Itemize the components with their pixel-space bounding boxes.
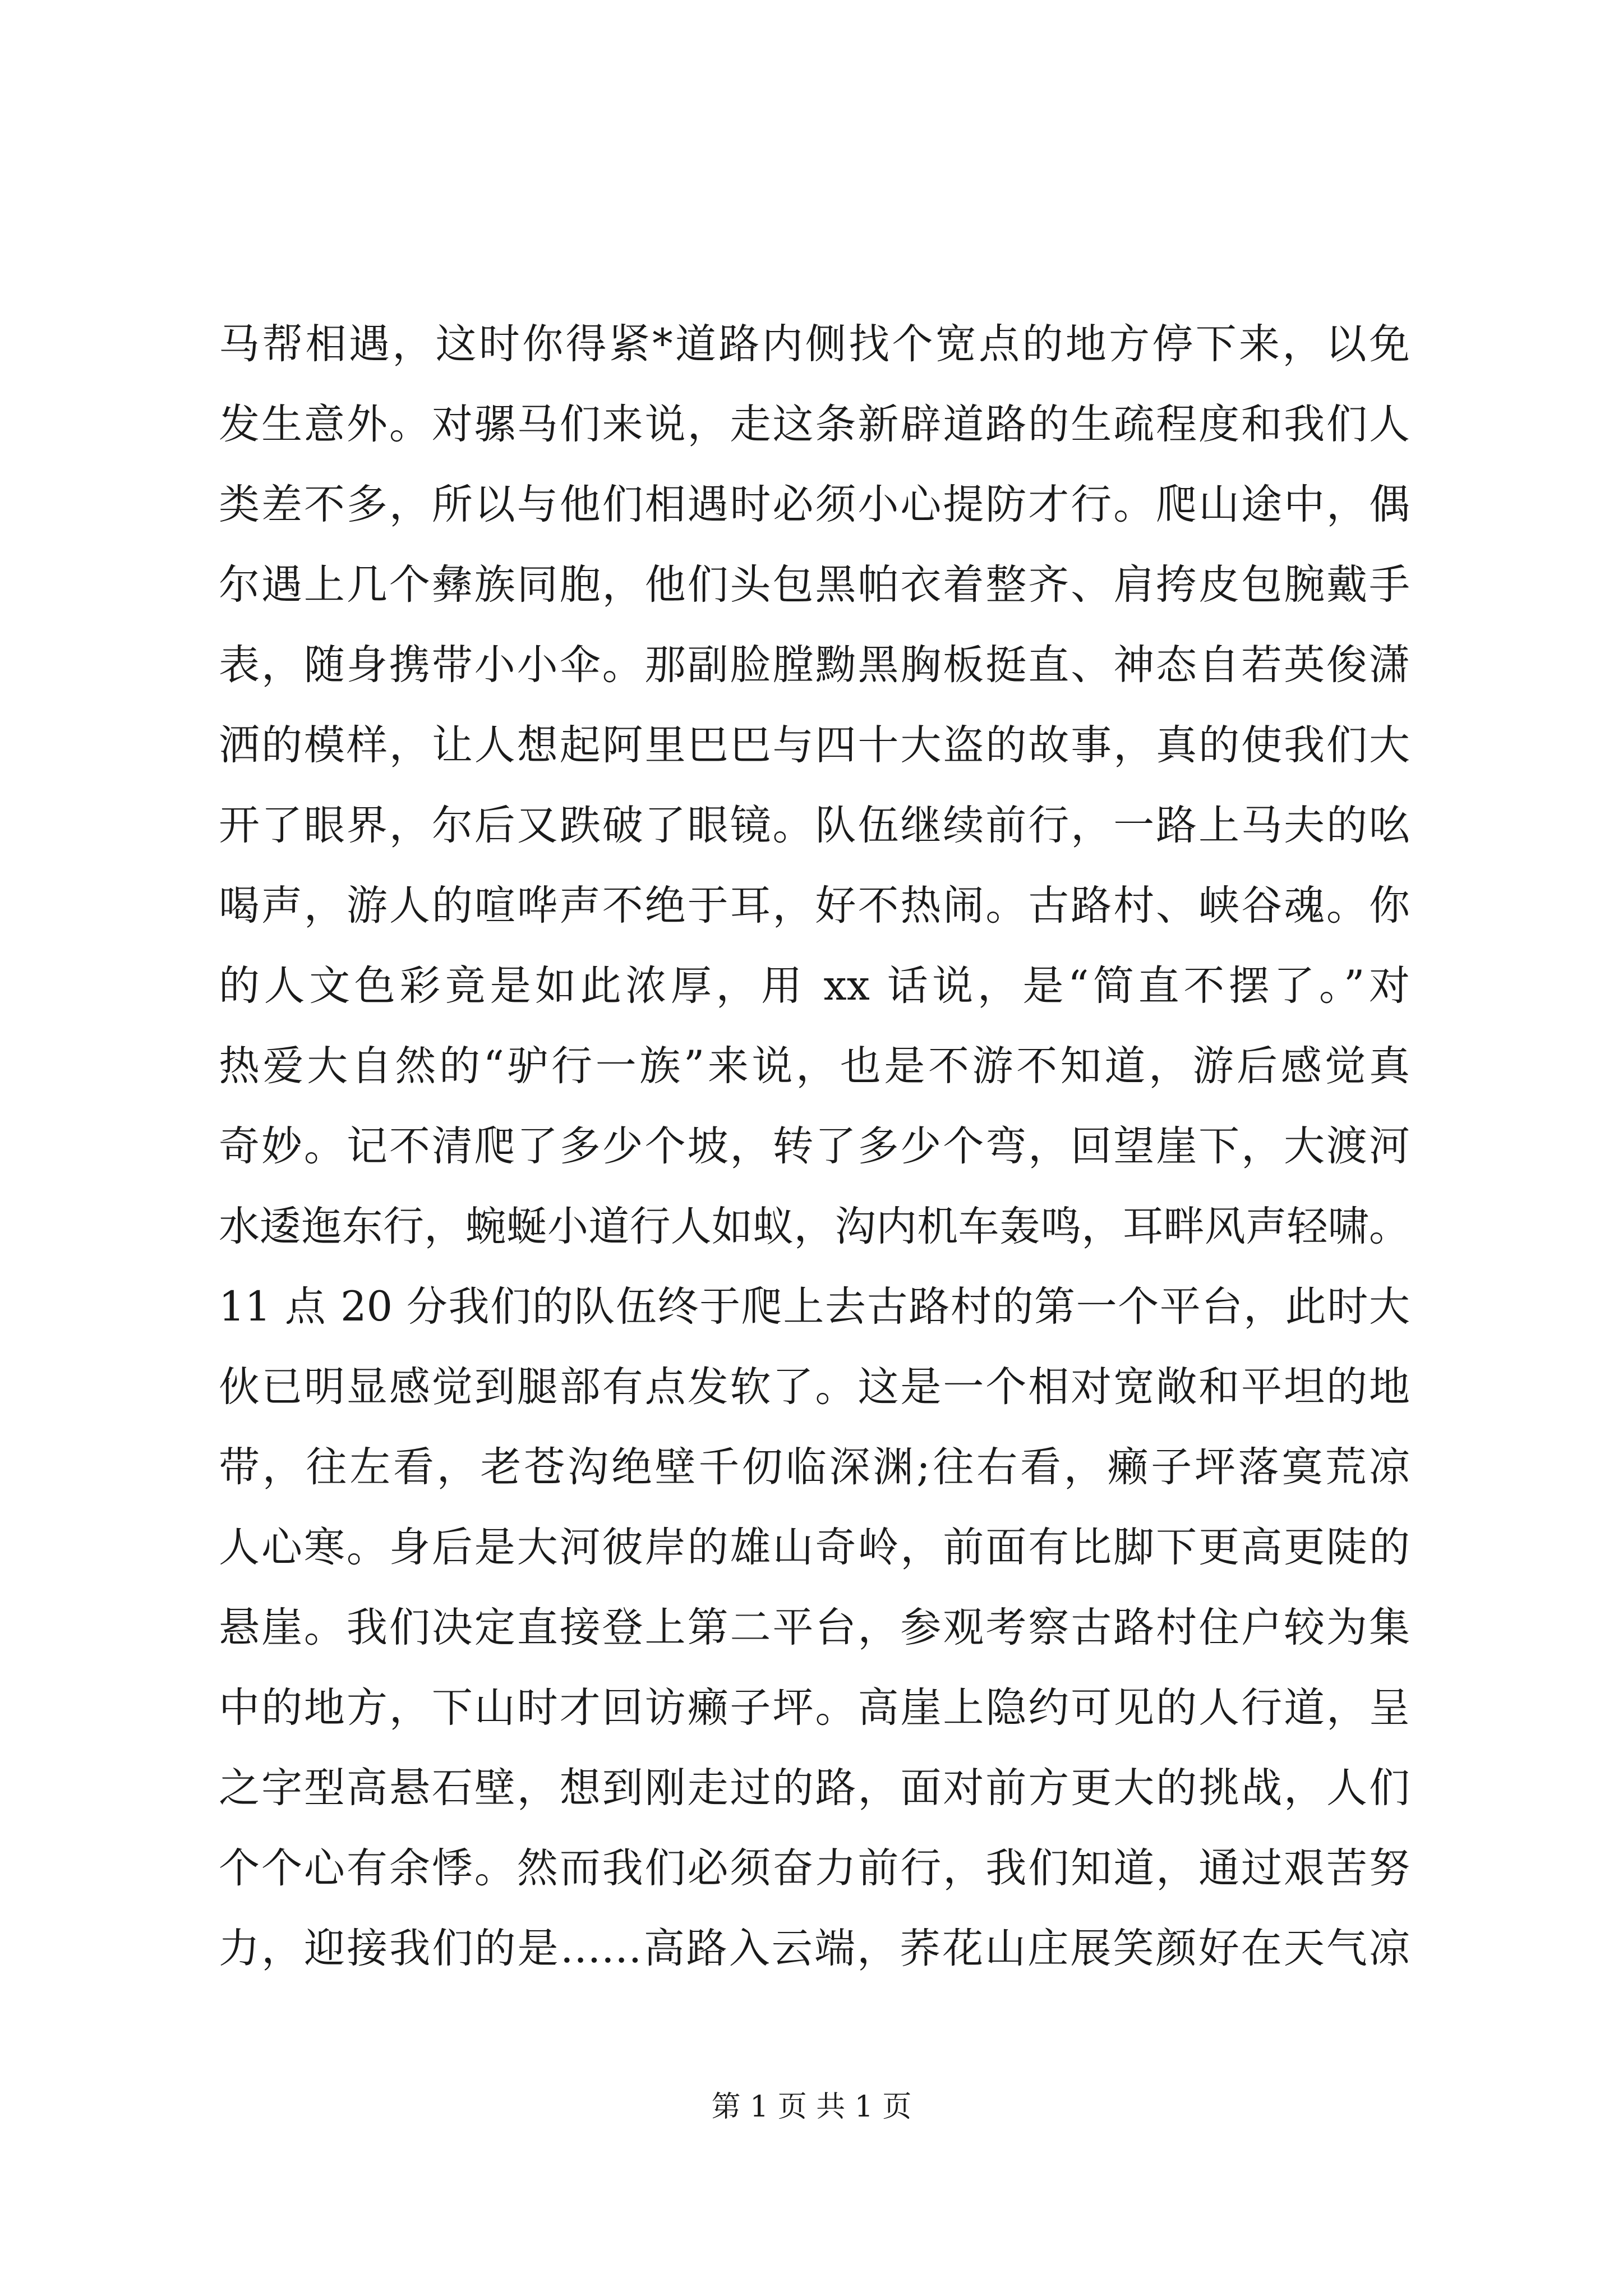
text-line: 表，随身携带小小伞。那副脸膛黝黑胸板挺直、神态自若英俊潇	[219, 641, 1410, 689]
text-line: 带，往左看，老苍沟绝壁千仞临深渊;往右看，癞子坪落寞荒凉	[219, 1443, 1410, 1491]
text-line: 个个心有余悸。然而我们必须奋力前行，我们知道，通过艰苦努	[219, 1844, 1410, 1892]
text-line: 中的地方，下山时才回访癞子坪。高崖上隐约可见的人行道，呈	[219, 1684, 1410, 1732]
text-line: 水逶迤东行，蜿蜒小道行人如蚁，沟内机车轰鸣，耳畔风声轻啸。	[219, 1203, 1410, 1250]
text-line: 伙已明显感觉到腿部有点发软了。这是一个相对宽敞和平坦的地	[219, 1363, 1410, 1411]
text-line: 开了眼界，尔后又跌破了眼镜。队伍继续前行，一路上马夫的吆	[219, 802, 1410, 849]
text-line: 的人文色彩竟是如此浓厚，用 xx 话说，是“简直不摆了。”对	[219, 962, 1410, 1010]
page-footer	[0, 2089, 1623, 2125]
text-line: 力，迎接我们的是……高路入云端，荞花山庄展笑颜好在天气凉	[219, 1925, 1410, 1972]
text-line: 人心寒。身后是大河彼岸的雄山奇岭，前面有比脚下更高更陡的	[219, 1524, 1410, 1571]
text-line: 洒的模样，让人想起阿里巴巴与四十大盗的故事，真的使我们大	[219, 721, 1410, 769]
text-line: 之字型高悬石壁，想到刚走过的路，面对前方更大的挑战，人们	[219, 1764, 1410, 1812]
text-line: 悬崖。我们决定直接登上第二平台，参观考察古路村住户较为集	[219, 1604, 1410, 1651]
text-line: 11 点 20 分我们的队伍终于爬上去古路村的第一个平台，此时大	[219, 1283, 1410, 1331]
page-number: 第 1 页 共 1 页	[711, 2090, 912, 2124]
text-line: 马帮相遇，这时你得紧*道路内侧找个宽点的地方停下来，以免	[219, 320, 1410, 368]
text-line: 发生意外。对骡马们来说，走这条新辟道路的生疏程度和我们人	[219, 401, 1410, 448]
text-line: 奇妙。记不清爬了多少个坡，转了多少个弯，回望崖下，大渡河	[219, 1122, 1410, 1170]
text-line: 尔遇上几个彝族同胞，他们头包黑帕衣着整齐、肩挎皮包腕戴手	[219, 561, 1410, 609]
text-line: 类差不多，所以与他们相遇时必须小心提防才行。爬山途中，偶	[219, 481, 1410, 528]
text-line: 喝声，游人的喧哗声不绝于耳，好不热闹。古路村、峡谷魂。你	[219, 882, 1410, 930]
body-text	[219, 304, 1410, 1989]
text-line: 热爱大自然的“驴行一族”来说，也是不游不知道，游后感觉真	[219, 1042, 1410, 1090]
